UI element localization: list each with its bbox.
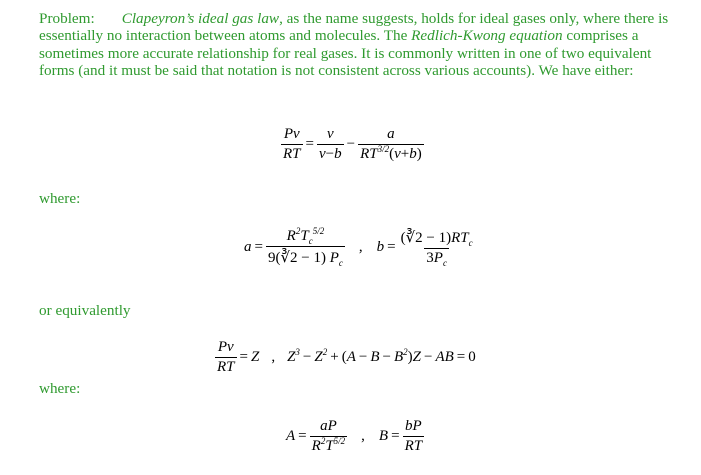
where-label-2: where:	[39, 380, 81, 397]
where-label-1: where:	[39, 190, 81, 207]
problem-label: Problem:	[39, 10, 95, 27]
equation-A-B-definitions: A = $\frac{aP}{R^2T^{5/2}}$ , B = $\frac{bP}{RT}$	[286, 418, 423, 454]
redlich-kwong-term: Redlich-Kwong equation	[411, 27, 563, 45]
equation-rk-cubic-form: $\frac{Pv}{RT}$ = Z , $Z^3$ − $Z^2$ + ( A − B − $B^2$ ) Z − AB = 0	[217, 339, 476, 375]
intro-text-2: comprises a sometimes more accurate relationship for real gases. It is commonly written in one of two equivalent forms (and it must be said that notation is not consistent across various accounts). We have either:	[39, 27, 652, 80]
equation-rk-form-1: $\frac{Pv}{RT}$ = $\frac{v}{v-b}$ − $\frac{a}{RT^{3/2}(v+b)}$	[283, 126, 422, 162]
clapeyron-term: Clapeyron’s ideal gas law	[121, 10, 280, 27]
or-equivalently-label: or equivalently	[39, 302, 131, 319]
intro-text-1: , as the name suggests, holds for ideal gases only, where there is essentially no interaction between atoms and molecules. The	[39, 10, 669, 45]
equation-a-b-definitions: a = $\frac{R^2T_c^{5/2}}{9(∛2 - 1) P_c}$ , b = $\frac{(∛2 - 1)RT_c}{3P_c}$	[244, 226, 473, 268]
intro-paragraph	[39, 10, 679, 80]
